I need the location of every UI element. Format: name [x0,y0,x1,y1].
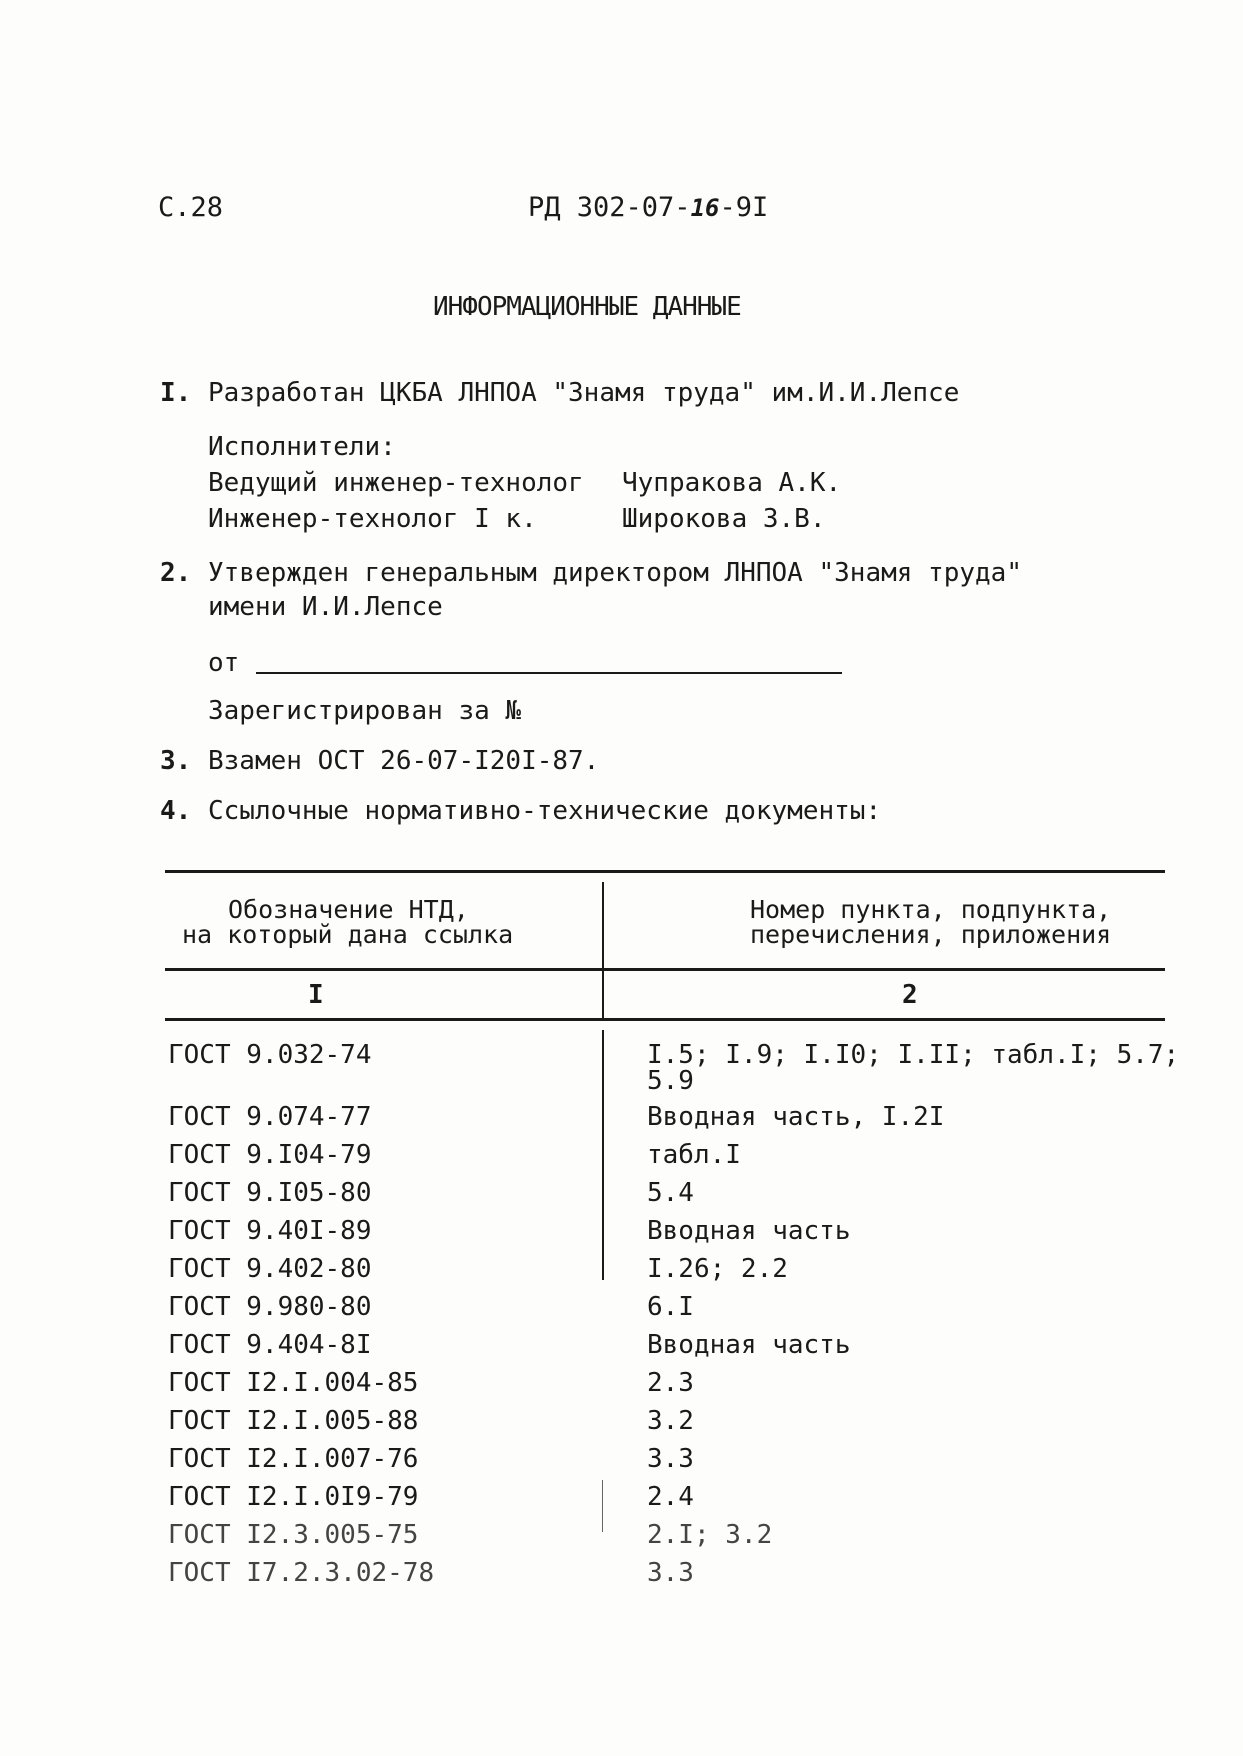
table-cell-ref: Вводная часть, I.2I [647,1102,945,1132]
table-cell-ref: табл.I [647,1140,741,1170]
page-title: ИНФОРМАЦИОННЫЕ ДАННЫЕ [433,292,741,322]
document-code [528,192,768,223]
table-row [0,1216,1243,1254]
table-cell-ref: Вводная часть [647,1216,851,1246]
item-1-text: Разработан ЦКБА ЛНПОА "Знамя труда" им.И.И.Лепсе [208,378,960,408]
item-2-number: 2. [160,558,192,588]
table-row [0,1444,1243,1482]
column-2-number: 2 [902,980,918,1010]
table-cell-ref: Вводная часть [647,1330,851,1360]
column-1-number: I [308,980,324,1010]
performers-label: Исполнители: [208,432,396,462]
table-top-rule [165,870,1165,873]
table-row [0,1330,1243,1368]
table-row-continuation [0,1066,1243,1104]
column-2-header-line1: Номер пункта, подпункта, [750,895,1112,924]
table-row [0,1520,1243,1558]
table-header-rule [165,968,1165,971]
document-code-prefix: РД 302-07- [528,192,691,223]
item-4-number: 4. [160,796,192,826]
table-cell-ref: I.26; 2.2 [647,1254,788,1284]
table-cell-ref: 3.3 [647,1558,694,1588]
table-cell-doc: ГОСТ I2.I.005-88 [168,1406,419,1436]
approval-date-label: от [208,648,240,678]
table-cell-ref: 3.3 [647,1444,694,1474]
document-code-handwritten: 16 [690,194,720,222]
table-row [0,1102,1243,1140]
table-row [0,1140,1243,1178]
performer-1-role: Ведущий инженер-технолог [208,468,584,498]
performer-2-role: Инженер-технолог I к. [208,504,537,534]
table-cell-doc: ГОСТ 9.402-80 [168,1254,372,1284]
table-cell-ref: 2.3 [647,1368,694,1398]
table-row [0,1406,1243,1444]
table-cell-doc: ГОСТ 9.404-8I [168,1330,372,1360]
registration-label: Зарегистрирован за № [208,696,522,726]
table-row [0,1558,1243,1596]
table-cell-doc: ГОСТ I2.I.0I9-79 [168,1482,419,1512]
table-cell-doc: ГОСТ I2.I.007-76 [168,1444,419,1474]
table-cell-doc: ГОСТ 9.I05-80 [168,1178,372,1208]
item-4-text: Ссылочные нормативно-технические документы: [208,796,882,826]
table-cell-ref: 5.4 [647,1178,694,1208]
item-3-text: Взамен ОСТ 26-07-I20I-87. [208,746,600,776]
column-2-header-line2: перечисления, приложения [750,920,1112,949]
item-1-number: I. [160,378,192,408]
table-colnum-rule [165,1018,1165,1021]
page-number: С.28 [158,192,224,223]
table-cell-doc: ГОСТ 9.40I-89 [168,1216,372,1246]
table-cell-doc: ГОСТ I2.3.005-75 [168,1520,419,1550]
table-row [0,1368,1243,1406]
item-2-text-line1: Утвержден генеральным директором ЛНПОА "Знамя труда" [208,558,1022,588]
table-row [0,1178,1243,1216]
item-2-text-line2: имени И.И.Лепсе [208,592,443,622]
table-column-divider-top [602,882,604,1018]
table-row [0,1482,1243,1520]
table-cell-ref: I.5; I.9; I.I0; I.II; табл.I; 5.7; [647,1040,1180,1070]
item-3-number: 3. [160,746,192,776]
table-cell-doc: ГОСТ 9.074-77 [168,1102,372,1132]
table-row [0,1292,1243,1330]
table-cell-ref: 2.I; 3.2 [647,1520,773,1550]
table-cell-doc: ГОСТ 9.I04-79 [168,1140,372,1170]
table-cell-doc: ГОСТ 9.980-80 [168,1292,372,1322]
table-cell-ref-continued: 5.9 [647,1066,694,1096]
document-code-suffix: -9I [719,192,769,223]
table-cell-doc: ГОСТ 9.032-74 [168,1040,372,1070]
table-cell-doc: ГОСТ I2.I.004-85 [168,1368,419,1398]
column-1-header-line2: на который дана ссылка [182,920,514,949]
table-row [0,1254,1243,1292]
performer-2-name: Широкова З.В. [622,504,826,534]
table-cell-ref: 6.I [647,1292,694,1322]
table-cell-ref: 2.4 [647,1482,694,1512]
approval-date-line [256,672,842,674]
performer-1-name: Чупракова А.К. [622,468,842,498]
table-cell-doc: ГОСТ I7.2.3.02-78 [168,1558,435,1588]
column-1-header-line1: Обозначение НТД, [228,895,469,924]
table-cell-ref: 3.2 [647,1406,694,1436]
